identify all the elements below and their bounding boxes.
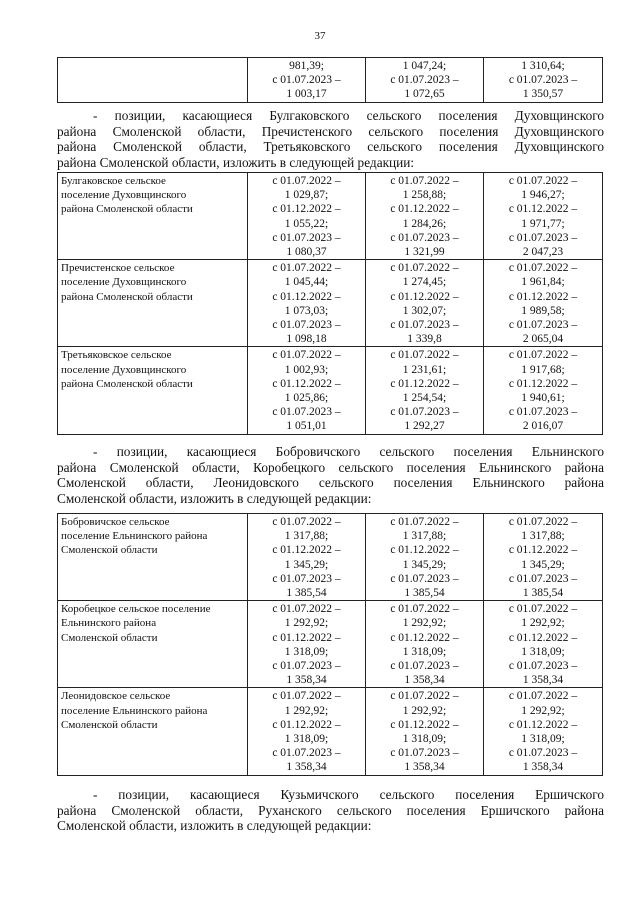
tariff-line: с 01.07.2022 – [272,516,341,528]
tariff-table-elnya [57,513,603,776]
paragraph-elnya-intro [57,444,604,506]
tariff-line: с 01.07.2022 – [272,262,341,275]
paragraph-dukhovshchina-intro [57,108,604,170]
paragraph-line: района Смоленской области, Третьяковского сельского поселения Духовщинского [57,139,604,155]
tariff-line: 1 318,09; [402,645,447,658]
tariff-line: с 01.07.2022 – [390,262,459,275]
tariff-line: с 01.12.2022 – [390,718,459,731]
paragraph-line: - позиции, касающиеся Кузьмичского сельского поселения Ершичского [93,787,604,802]
tariff-cell-col3 [366,347,484,434]
tariff-line: с 01.07.2023 – [272,406,341,419]
tariff-cell-col4 [484,260,603,347]
tariff-line: 981,39; [289,60,324,72]
table-row [58,58,603,103]
paragraph-line: Смоленской области, Леонидовского сельского поселения Ельнинского района [57,475,604,491]
tariff-line: 1 231,61; [402,363,447,376]
paragraph-line: - позиции, касающиеся Булгаковского сельского поселения Духовщинского [93,108,604,123]
tariff-line: с 01.07.2022 – [272,690,341,703]
settlement-name-line: поселение Духовщинского [61,363,187,376]
tariff-cell-col4 [484,514,603,601]
tariff-line: с 01.12.2022 – [390,203,459,216]
paragraph-line: района Смоленской области, Руханского сельского поселения Ершичского района [57,802,604,818]
tariff-line: 2 016,07 [522,420,564,433]
settlement-name-line: поселение Духовщинского [61,189,187,202]
tariff-cell-col2 [248,260,366,347]
tariff-line: 1 946,27; [521,189,565,202]
tariff-line: 1 318,09; [284,645,329,658]
tariff-line: с 01.07.2022 – [390,516,459,528]
settlement-name-line: Смоленской области [61,544,158,557]
tariff-line: с 01.07.2022 – [508,690,578,703]
tariff-line: с 01.07.2022 – [390,349,459,362]
tariff-line: 1 358,34 [522,674,564,687]
page-number: 37 [314,30,326,42]
tariff-line: 1 345,29; [402,558,447,571]
settlement-name-line: поселение Ельнинского района [61,530,208,543]
tariff-line: с 01.12.2022 – [272,377,341,390]
tariff-line: с 01.07.2023 – [272,747,341,760]
tariff-line: 1 385,54 [286,587,327,600]
table-row [58,173,603,260]
tariff-line: 1 971,77; [521,217,565,230]
tariff-line: с 01.12.2022 – [390,631,459,644]
tariff-line: 1 358,34 [404,761,445,774]
tariff-line: 1 917,68; [521,363,565,376]
tariff-line: с 01.07.2023 – [272,74,341,87]
tariff-line: с 01.07.2023 – [272,572,341,585]
tariff-cell-col3 [366,688,484,775]
tariff-line: с 01.07.2023 – [272,231,341,244]
tariff-line: с 01.07.2022 – [390,690,459,703]
tariff-line: 1 051,01 [286,420,327,433]
settlement-name-cell [58,173,248,260]
tariff-line: с 01.07.2022 – [272,603,341,616]
tariff-line: 1 003,17 [286,88,327,101]
tariff-line: 1 080,37 [286,246,327,259]
tariff-cell-col3 [366,173,484,260]
tariff-cell-col2 [248,514,366,601]
settlement-name-cell [58,260,248,347]
tariff-line: с 01.07.2022 – [390,175,459,187]
tariff-line: 1 098,18 [286,333,327,346]
tariff-line: с 01.07.2022 – [508,603,578,616]
tariff-line: 2 047,23 [522,246,564,259]
tariff-line: 1 029,87; [284,189,329,202]
table-row [58,260,603,347]
tariff-cell-col3 [366,260,484,347]
tariff-line: с 01.07.2023 – [508,319,578,332]
tariff-cell-col3 [366,514,484,601]
tariff-line: с 01.07.2023 – [272,319,341,332]
tariff-line: с 01.12.2022 – [508,290,578,303]
settlement-name-line: Смоленской области [61,631,158,644]
tariff-line: 1 385,54 [522,587,564,600]
tariff-line: 1 292,92; [521,704,565,717]
table-row [58,347,603,434]
tariff-cell-col2 [248,601,366,688]
tariff-line: 1 318,09; [521,645,565,658]
paragraph-ershichi-intro [57,787,604,834]
tariff-line: 1 318,09; [284,733,329,746]
tariff-cell-col3 [366,601,484,688]
tariff-line: с 01.07.2023 – [390,319,459,332]
tariff-line: с 01.07.2023 – [508,406,578,419]
tariff-line: 1 274,45; [402,276,447,289]
settlement-name-line: Бобровичское сельское [61,516,170,528]
tariff-line: с 01.07.2023 – [272,660,341,673]
tariff-line: с 01.12.2022 – [508,377,578,390]
tariff-line: 1 055,22; [284,217,329,230]
settlement-name-line: Ельнинского района [61,617,157,630]
tariff-line: 1 258,88; [402,189,447,202]
tariff-line: с 01.12.2022 – [508,203,578,216]
tariff-line: с 01.12.2022 – [272,631,341,644]
tariff-line: 1 989,58; [521,304,565,317]
tariff-line: с 01.07.2022 – [508,262,578,275]
tariff-line: 1 345,29; [521,558,565,571]
tariff-line: 1 317,88; [521,530,565,543]
tariff-cell-col2 [248,347,366,434]
tariff-line: с 01.07.2023 – [508,231,578,244]
tariff-line: 1 940,61; [521,392,565,405]
tariff-line: с 01.07.2022 – [508,516,578,528]
tariff-line: 1 302,07; [402,304,447,317]
tariff-line: 1 339,8 [407,333,442,346]
tariff-line: с 01.07.2023 – [508,747,578,760]
tariff-line: с 01.07.2023 – [508,74,578,87]
tariff-line: 1 358,34 [286,674,327,687]
settlement-name-line: Пречистенское сельское [61,262,175,275]
tariff-line: с 01.07.2023 – [390,231,459,244]
tariff-table-continuation [57,57,603,103]
tariff-line: 1 292,92; [402,704,447,717]
tariff-line: 1 310,64; [521,60,565,72]
tariff-line: с 01.12.2022 – [272,718,341,731]
tariff-cell-col4 [484,173,603,260]
table-row [58,688,603,775]
tariff-line: 1 292,92; [402,617,447,630]
tariff-line: 1 002,93; [284,363,329,376]
tariff-cell-col2 [248,173,366,260]
tariff-line: 1 345,29; [284,558,329,571]
tariff-line: с 01.07.2023 – [508,572,578,585]
tariff-line: с 01.12.2022 – [508,631,578,644]
tariff-line: 1 025,86; [284,392,329,405]
paragraph-line: района Смоленской области, изложить в следующей редакции: [57,154,415,170]
paragraph-line: Смоленской области, изложить в следующей редакции: [57,818,372,834]
tariff-line: с 01.12.2022 – [272,544,341,557]
tariff-line: 1 284,26; [402,217,447,230]
tariff-line: с 01.07.2023 – [390,660,459,673]
table-row [58,514,603,601]
tariff-line: 1 292,27 [404,420,445,433]
tariff-cell-col4 [484,58,603,103]
tariff-line: с 01.07.2023 – [390,572,459,585]
tariff-cell-col2 [248,688,366,775]
tariff-cell-col4 [484,347,603,434]
tariff-line: с 01.07.2022 – [390,603,459,616]
tariff-line: 1 292,92; [284,704,329,717]
tariff-line: 1 321,99 [404,246,445,259]
settlement-name-cell [58,58,248,103]
tariff-line: 1 358,34 [404,674,445,687]
settlement-name-line: района Смоленской области [61,203,193,216]
settlement-name-line: Третьяковское сельское [61,349,172,362]
tariff-table-dukhovshchina [57,172,603,435]
tariff-line: 1 385,54 [404,587,445,600]
tariff-line: 1 073,03; [284,304,329,317]
tariff-line: 1 358,34 [522,761,564,774]
tariff-line: с 01.07.2022 – [508,349,578,362]
tariff-cell-col3 [366,58,484,103]
tariff-line: с 01.12.2022 – [508,718,578,731]
tariff-line: с 01.07.2022 – [272,349,341,362]
settlement-name-line: поселение Ельнинского района [61,704,208,717]
tariff-line: 1 358,34 [286,761,327,774]
tariff-line: 1 961,84; [521,276,565,289]
tariff-line: с 01.07.2023 – [390,747,459,760]
tariff-line: 1 072,65 [404,88,445,101]
settlement-name-line: Коробецкое сельское поселение [61,603,211,616]
tariff-line: с 01.07.2022 – [508,175,578,187]
tariff-line: 2 065,04 [522,333,564,346]
table-row [58,601,603,688]
tariff-cell-col4 [484,601,603,688]
tariff-line: 1 292,92; [521,617,565,630]
settlement-name-line: Смоленской области [61,718,158,731]
tariff-line: 1 350,57 [522,88,564,101]
tariff-cell-col4 [484,688,603,775]
settlement-name-line: района Смоленской области [61,290,193,303]
tariff-line: 1 317,88; [284,530,329,543]
settlement-name-line: Булгаковское сельское [61,175,166,187]
tariff-line: с 01.07.2023 – [508,660,578,673]
settlement-name-cell [58,688,248,775]
tariff-line: с 01.12.2022 – [390,544,459,557]
settlement-name-cell [58,347,248,434]
tariff-line: с 01.12.2022 – [390,377,459,390]
tariff-line: с 01.07.2023 – [390,406,459,419]
settlement-name-line: района Смоленской области [61,377,193,390]
settlement-name-line: Леонидовское сельское [61,690,171,703]
tariff-line: с 01.12.2022 – [272,290,341,303]
paragraph-line: - позиции, касающиеся Бобровичского сельского поселения Ельнинского [93,444,604,459]
tariff-line: 1 047,24; [402,60,447,72]
tariff-line: с 01.12.2022 – [508,544,578,557]
tariff-line: 1 292,92; [284,617,329,630]
tariff-cell-col2 [248,58,366,103]
paragraph-line: района Смоленской области, Пречистенского сельского поселения Духовщинского [57,123,604,139]
paragraph-line: района Смоленской области, Коробецкого сельского поселения Ельнинского района [57,459,604,475]
settlement-name-cell [58,601,248,688]
tariff-line: с 01.12.2022 – [390,290,459,303]
settlement-name-line: поселение Духовщинского [61,276,187,289]
tariff-line: 1 045,44; [284,276,329,289]
tariff-line: с 01.07.2022 – [272,175,341,187]
tariff-line: 1 318,09; [402,733,447,746]
paragraph-line: Смоленской области, изложить в следующей редакции: [57,490,372,506]
tariff-line: с 01.12.2022 – [272,203,341,216]
settlement-name-cell [58,514,248,601]
tariff-line: 1 254,54; [402,392,447,405]
tariff-line: 1 318,09; [521,733,565,746]
tariff-line: с 01.07.2023 – [390,74,459,87]
tariff-line: 1 317,88; [402,530,447,543]
